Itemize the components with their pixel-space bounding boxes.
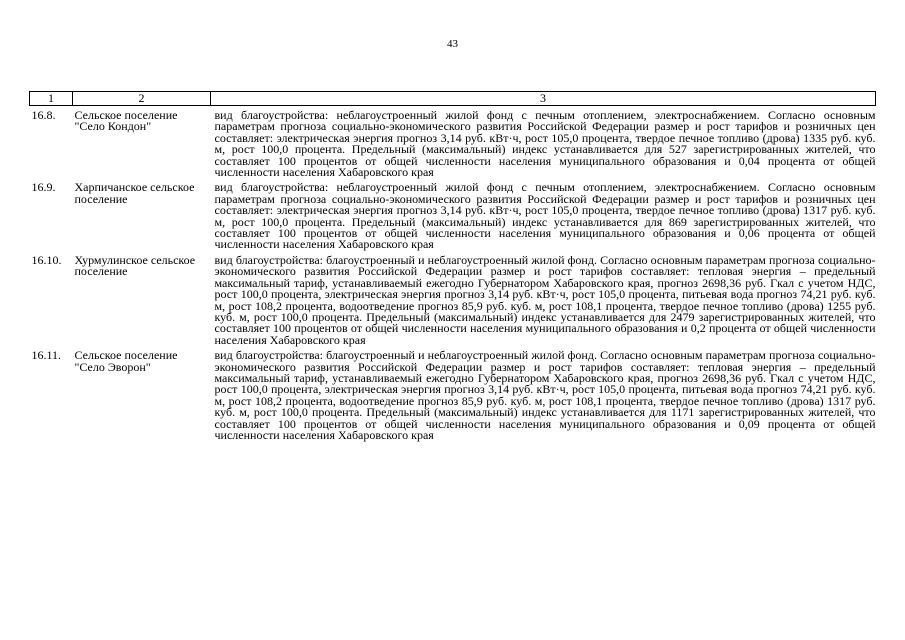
- row-number: 16.8.: [31, 108, 56, 122]
- column-header-description: 3: [211, 92, 876, 106]
- tariff-description: вид благоустройства: неблагоустроенный жилой фонд с печным отоплением, электроснабжением. Согласно основным параметрам прогноза социально-экономического развития Российской Федерации размер и рост тарифов и розничных цен составляет: электрическая энергия прогноз 3,14 руб. кВт·ч, рост 105,0 процента, твердое печное топливо (дрова) 1317 руб. куб. м, рост 100,0 процента. Предельный (максимальный) индекс устанавливается для 869 зарегистрированных жителей, что составляет 100 процентов от общей численности населения муниципального образования и 0,06 процента от общей численности населения Хабаровского края: [214, 180, 876, 252]
- page-number: 43: [447, 38, 458, 50]
- column-header-number: 1: [30, 92, 73, 106]
- header-row: [30, 92, 876, 106]
- tariff-description: вид благоустройства: благоустроенный и неблагоустроенный жилой фонд. Согласно основным параметрам прогноза социально-экономического развития Российской Федерации размер и рост тарифов составляет: тепловая энергия – предельный максимальный тариф, устанавливаемый ежегодно Губернатором Хабаровского края, прогноз 2698,36 руб. Гкал с учетом НДС, рост 100,0 процента, электрическая энергия прогноз 3,14 руб. кВт·ч, рост 105,0 процента, питьевая вода прогноз 74,21 руб. куб. м, рост 108,2 процента, водоотведение прогноз 85,9 руб. куб. м, рост 108,1 процента, твердое печное топливо (дрова) 1317 руб. куб. м, рост 100,0 процента. Предельный (максимальный) индекс устанавливается для 1171 зарегистрированных жителей, что составляет 100 процентов от общей численности населения муниципального образования и 0,09 процента от общей численности населения Хабаровского края: [214, 348, 876, 442]
- column-header-settlement: 2: [73, 92, 211, 106]
- table-body: [30, 106, 876, 442]
- row-number: 16.11.: [31, 348, 62, 363]
- tariff-description: вид благоустройства: благоустроенный и неблагоустроенный жилой фонд. Согласно основным параметрам прогноза социально-экономического развития Российской Федерации размер и рост тарифов составляет: тепловая энергия – предельный максимальный тариф, устанавливаемый ежегодно Губернатором Хабаровского края, прогноз 2698,36 руб. Гкал с учетом НДС, рост 100,0 процента, электрическая энергия прогноз 3,14 руб. кВт·ч, рост 105,0 процента, питьевая вода прогноз 74,21 руб. куб. м, рост 108,2 процента, водоотведение прогноз 85,9 руб. куб. м, рост 108,1 процента, твердое печное топливо (дрова) 1255 руб. куб. м, рост 100,0 процента. Предельный (максимальный) индекс устанавливается для 2479 зарегистрированных жителей, что составляет 100 процентов от общей численности населения муниципального образования и 0,2 процента от общей численности населения Хабаровского края: [214, 252, 876, 347]
- settlement-name: Хурмулинское сельское поселение: [74, 252, 196, 279]
- settlement-name: Сельское поселение "Село Кондон": [74, 108, 178, 134]
- table-row: [30, 178, 876, 250]
- table-row: [30, 346, 876, 441]
- row-number: 16.10.: [31, 252, 62, 267]
- table-header: [30, 92, 876, 106]
- row-number: 16.9.: [31, 180, 56, 195]
- tariff-table: [29, 91, 876, 441]
- table-row: [30, 251, 876, 346]
- table-row: [30, 106, 876, 179]
- tariff-description: вид благоустройства: неблагоустроенный жилой фонд с печным отоплением, электроснабжением. Согласно основным параметрам прогноза социально-экономического развития Российской Федерации размер и рост тарифов и розничных цен составляет: электрическая энергия прогноз 3,14 руб. кВт·ч, рост 105,0 процента, твердое печное топливо (дрова) 1335 руб. куб. м, рост 100,0 процента. Предельный (максимальный) индекс устанавливается для 527 зарегистрированных жителей, что составляет 100 процентов от общей численности населения муниципального образования и 0,04 процента от общей численности населения Хабаровского края: [214, 108, 876, 180]
- settlement-name: Харпичанское сельское поселение: [74, 180, 195, 206]
- settlement-name: Сельское поселение "Село Эворон": [74, 348, 178, 374]
